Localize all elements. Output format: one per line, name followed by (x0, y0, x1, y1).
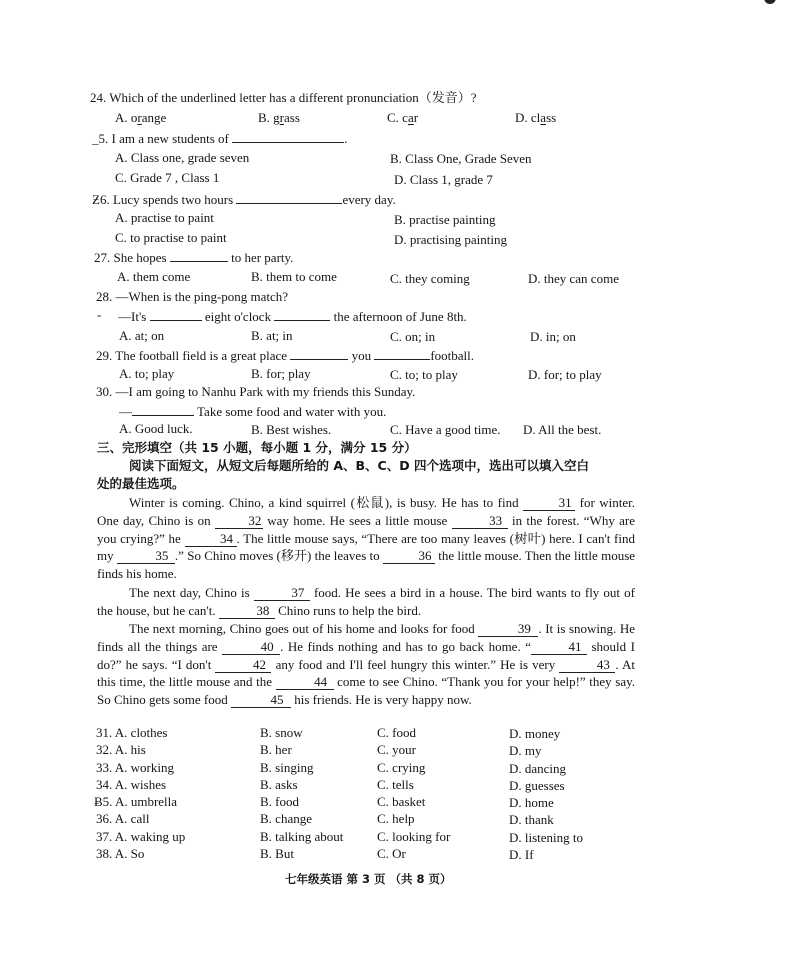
option-35-d: D. home (509, 795, 554, 810)
q29-option-d: D. for; to play (528, 367, 602, 382)
page-footer: 七年级英语 第 3 页 （共 8 页） (285, 872, 452, 886)
q30-option-b: B. Best wishes. (251, 422, 332, 437)
option-35-a: Ƀ5. A. umbrella (94, 794, 178, 809)
option-34-b: B. asks (260, 777, 298, 792)
blank-34: 34 (185, 532, 237, 547)
q26-option-a: A. practise to paint (115, 210, 214, 225)
passage-paragraph-3: The next morning, Chino goes out of his home and looks for food 39 . It is snowing. He finds all the things are 40 . He finds nothing and has to go back home. “ 41 should I do?” he says. “I don't 42 any food and I'll feel hungry this winter.” He is very 43 . At this time, the little mouse and the 44 come to see Chino. “Thank you for your help!” they say. So Chino gets some food 45 his friends. He is very happy now. (97, 621, 636, 708)
option-35-c: C. basket (377, 794, 426, 809)
option-37-a: 37. A. waking up (96, 829, 186, 844)
q26-option-b: B. practise painting (394, 212, 496, 227)
option-33-b: B. singing (260, 760, 314, 775)
option-36-c: C. help (377, 811, 415, 826)
option-34-c: C. tells (377, 777, 414, 792)
option-37-b: B. talking about (260, 829, 344, 844)
section-instruction-line2: 处的最佳选项。 (97, 476, 185, 491)
question-28-line2: —It's eight o'clock the afternoon of June 8th. (118, 309, 467, 324)
blank-40: 40 (222, 640, 280, 655)
section-instruction-line1: 阅读下面短文，从短文后每题所给的 A、B、C、D 四个选项中，选出可以填入空白 (129, 458, 589, 473)
q28-option-a: A. at; on (119, 328, 165, 343)
blank-32: 32 (215, 514, 263, 529)
question-30-line2: — Take some food and water with you. (119, 404, 387, 419)
q27-option-b: B. them to come (251, 269, 337, 284)
blank-44: 44 (276, 675, 334, 690)
option-31-a: 31. A. clothes (96, 725, 168, 740)
q26-option-c: C. to practise to paint (115, 230, 227, 245)
option-32-c: C. your (377, 742, 416, 757)
option-32-b: B. her (260, 742, 292, 757)
q25-option-d: D. Class 1, grade 7 (394, 172, 493, 187)
q28-option-c: C. on; in (390, 329, 436, 344)
section-title: 三、完形填空（共 15 小题，每小题 1 分，满分 15 分） (97, 440, 417, 455)
question-30-stem: 30. —I am going to Nanhu Park with my friends this Sunday. (96, 384, 416, 399)
blank-36: 36 (383, 549, 435, 564)
option-37-d: D. listening to (509, 830, 584, 845)
option-34-a: 34. A. wishes (96, 777, 167, 792)
q27-option-a: A. them come (117, 269, 191, 284)
q29-option-a: A. to; play (119, 366, 175, 381)
option-38-b: B. But (260, 846, 294, 861)
q29-option-c: C. to; to play (390, 367, 458, 382)
option-36-d: D. thank (509, 812, 554, 827)
q30-option-d: D. All the best. (523, 422, 602, 437)
question-25-stem: _5. I am a new students of . (92, 131, 348, 146)
page-corner-mark (764, 0, 776, 4)
option-33-d: D. dancing (509, 761, 567, 776)
option-32-d: D. my (509, 743, 542, 758)
blank-43: 43 (559, 658, 615, 673)
question-28-stem: 28. —When is the ping-pong match? (96, 289, 289, 304)
option-31-c: C. food (377, 725, 416, 740)
option-33-c: C. crying (377, 760, 426, 775)
blank-37: 37 (254, 586, 310, 601)
question-27-stem: 27. She hopes to her party. (94, 250, 294, 265)
option-36-b: B. change (260, 811, 312, 826)
option-35-b: B. food (260, 794, 299, 809)
blank-33: 33 (452, 514, 508, 529)
q24-option-d: D. class (515, 110, 557, 125)
option-36-a: 36. A. call (96, 811, 150, 826)
blank-45: 45 (231, 693, 291, 708)
q25-option-b: B. Class One, Grade Seven (390, 151, 532, 166)
blank-35: 35 (117, 549, 175, 564)
blank-31: 31 (523, 496, 575, 511)
q26-option-d: D. practising painting (394, 232, 508, 247)
blank-39: 39 (478, 622, 538, 637)
question-29-stem: 29. The football field is a great place you football. (96, 348, 475, 363)
q25-option-c: C. Grade 7 , Class 1 (115, 170, 220, 185)
option-38-a: 38. A. So (96, 846, 145, 861)
option-34-d: D. guesses (509, 778, 565, 793)
option-37-c: C. looking for (377, 829, 451, 844)
q28-option-b: B. at; in (251, 328, 293, 343)
option-31-d: D. money (509, 726, 561, 741)
blank-42: 42 (215, 658, 271, 673)
option-31-b: B. snow (260, 725, 303, 740)
q25-option-a: A. Class one, grade seven (115, 150, 250, 165)
q28-stray-mark: - (97, 307, 102, 322)
q30-option-a: A. Good luck. (119, 421, 193, 436)
q24-option-b: B. grass (258, 110, 300, 125)
q27-option-c: C. they coming (390, 271, 470, 286)
question-26-stem: Ƶ6. Lucy spends two hours every day. (92, 192, 396, 207)
q30-option-c: C. Have a good time. (390, 422, 501, 437)
passage-paragraph-1: Winter is coming. Chino, a kind squirrel (松鼠), is busy. He has to find 31 for winter. One day, Chino is on 32 way home. He sees a little mouse 33 in the forest. “Why are you crying?” he 34 . The little mouse says, “There are too many leaves (树叶) here. I can't find my 35 .” So Chino moves (移开) the leaves to 36 the little mouse. Then the little mouse finds his home. (97, 495, 636, 582)
q24-option-a: A. orange (115, 110, 167, 125)
q27-option-d: D. they can come (528, 271, 619, 286)
option-38-d: D. If (509, 847, 534, 862)
blank-38: 38 (219, 604, 275, 619)
q28-option-d: D. in; on (530, 329, 576, 344)
option-32-a: 32. A. his (96, 742, 146, 757)
question-24-stem: 24. Which of the underlined letter has a different pronunciation（发音）? (90, 90, 477, 105)
passage-paragraph-2: The next day, Chino is 37 food. He sees a bird in a house. The bird wants to fly out of the house, but he can't. 38 Chino runs to help the bird. (97, 585, 635, 618)
q29-option-b: B. for; play (251, 366, 311, 381)
option-33-a: 33. A. working (96, 760, 174, 775)
blank-41: 41 (531, 640, 587, 655)
option-38-c: C. Or (377, 846, 406, 861)
q24-option-c: C. car (387, 110, 419, 125)
